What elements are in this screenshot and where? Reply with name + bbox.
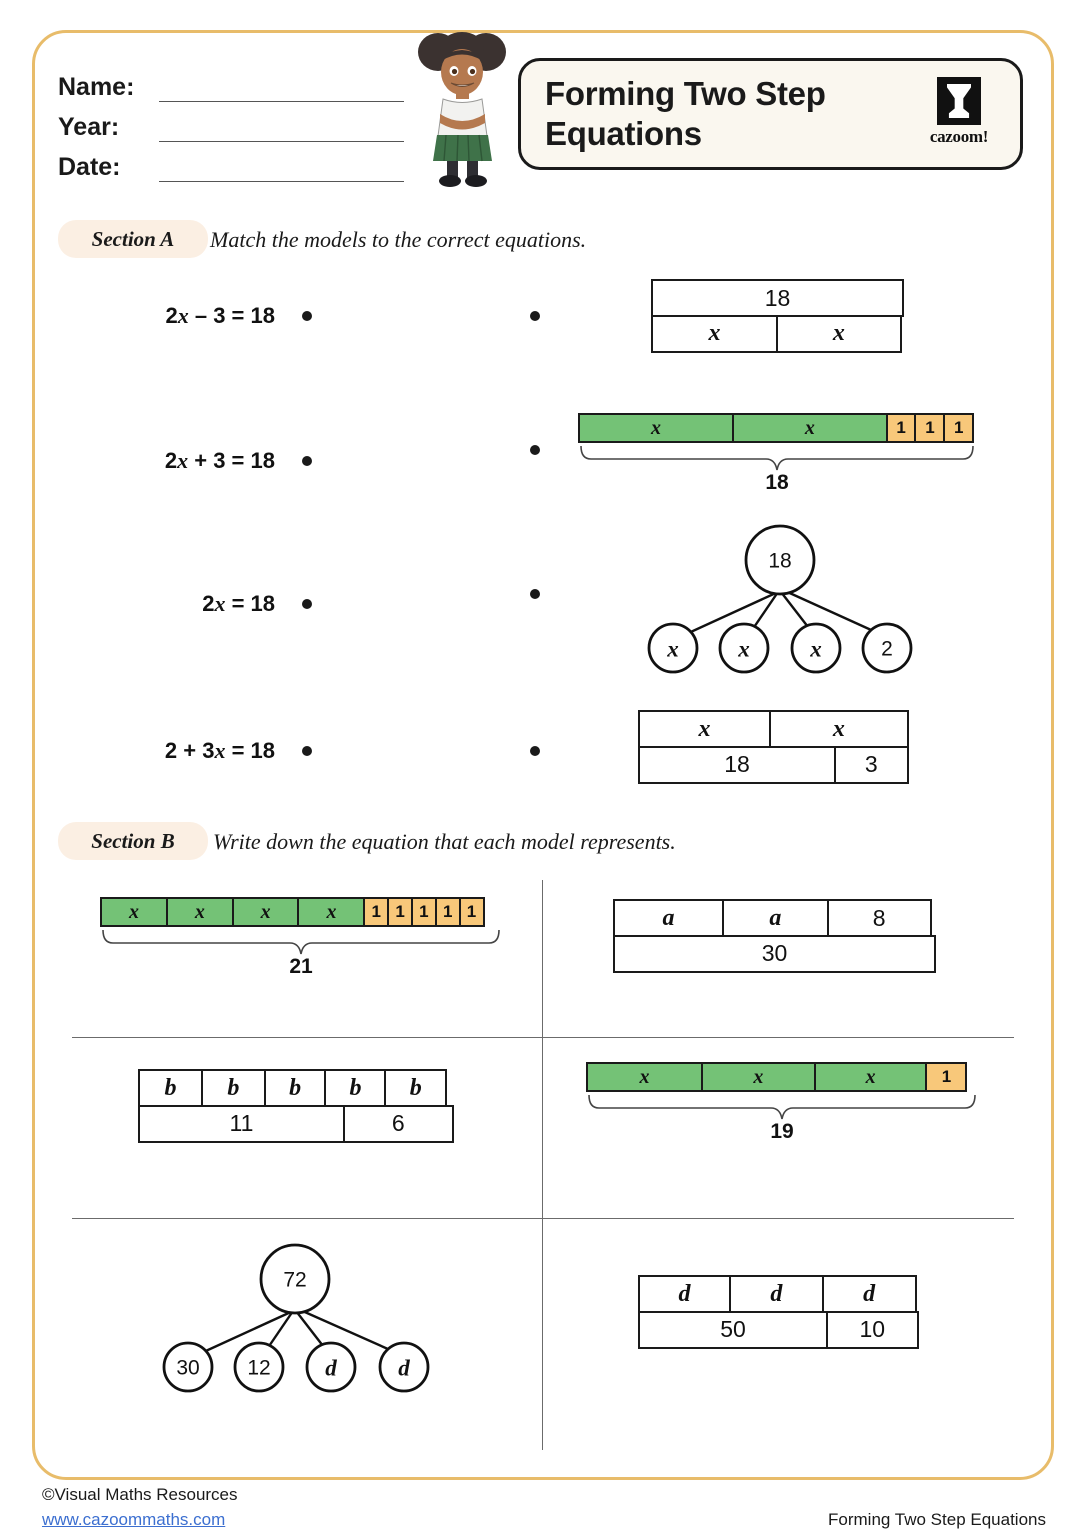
model-a2-cell-unit1: 1 xyxy=(886,413,917,443)
model-b6-cell-50: 50 xyxy=(638,1311,828,1349)
model-b1-cell-unit2: 1 xyxy=(387,897,413,927)
model-b3-row-2 xyxy=(138,1107,452,1143)
model-a2-brace-label: 18 xyxy=(765,471,789,494)
model-a3-child-2: x xyxy=(738,636,750,662)
model-b6-row-1 xyxy=(638,1275,917,1313)
match-dot-equation-4[interactable] xyxy=(302,746,312,756)
equation-4-post: = 18 xyxy=(225,738,275,763)
brace-icon xyxy=(100,927,502,957)
model-b6-row-2 xyxy=(638,1313,917,1349)
model-a2-cells xyxy=(578,413,976,443)
footer-credits xyxy=(42,1483,238,1532)
model-b2-cell-30: 30 xyxy=(613,935,936,973)
match-dot-model-4[interactable] xyxy=(530,746,540,756)
date-field-row xyxy=(58,142,404,182)
year-field-row xyxy=(58,102,404,142)
logo-wordmark: cazoom! xyxy=(929,127,989,146)
match-dot-model-2[interactable] xyxy=(530,445,540,455)
website-link[interactable]: www.cazoommaths.com xyxy=(42,1509,226,1529)
model-b4-cells xyxy=(586,1062,978,1092)
model-a2-cell-x2: x xyxy=(732,413,888,443)
model-b1-cells xyxy=(100,897,502,927)
model-a2-cell-x1: x xyxy=(578,413,734,443)
model-a4-cell-x1: x xyxy=(638,710,771,748)
student-info-fields xyxy=(58,62,404,182)
model-b6-bar xyxy=(638,1275,917,1349)
match-dot-equation-3[interactable] xyxy=(302,599,312,609)
model-b1-cell-unit5: 1 xyxy=(459,897,485,927)
model-b3-cell-b4: b xyxy=(324,1069,386,1107)
equation-4-var: x xyxy=(214,738,226,763)
model-b1-cell-unit3: 1 xyxy=(411,897,437,927)
match-dot-model-3[interactable] xyxy=(530,589,540,599)
model-b1-cell-unit1: 1 xyxy=(363,897,389,927)
hourglass-icon xyxy=(937,77,981,125)
section-a-pill: Section A xyxy=(58,220,208,258)
model-b4-cell-x2: x xyxy=(701,1062,816,1092)
equation-4-pre: 2 + 3 xyxy=(164,738,215,763)
model-b2-bar xyxy=(613,899,934,973)
model-a2-strip xyxy=(578,413,976,493)
equation-2 xyxy=(100,448,275,474)
model-a1-cell-total: 18 xyxy=(651,279,904,317)
name-field-row xyxy=(58,62,404,102)
year-label: Year: xyxy=(58,113,120,141)
model-a1-row-1 xyxy=(651,279,902,317)
section-b-instruction: Write down the equation that each model represents. xyxy=(213,829,676,854)
name-label: Name: xyxy=(58,73,135,101)
model-b5-root-label: 72 xyxy=(283,1268,307,1292)
equation-3 xyxy=(100,591,275,617)
model-b1-cell-unit4: 1 xyxy=(435,897,461,927)
model-b2-cell-8: 8 xyxy=(827,899,932,937)
footer-doc-title: Forming Two Step Equations xyxy=(828,1510,1046,1529)
model-b3-cell-b3: b xyxy=(264,1069,327,1107)
brace-icon xyxy=(578,443,976,473)
equation-2-post: + 3 = 18 xyxy=(188,448,275,473)
model-a2-brace-group xyxy=(578,443,976,493)
model-b1-cell-x1: x xyxy=(100,897,168,927)
model-b3-bar xyxy=(138,1069,452,1143)
section-a-instruction: Match the models to the correct equations. xyxy=(210,227,587,252)
model-b1-brace-label: 21 xyxy=(289,955,313,978)
model-a3-root-label: 18 xyxy=(768,549,792,573)
name-input-line[interactable] xyxy=(159,75,404,102)
page-title: Forming Two Step Equations xyxy=(545,74,826,152)
worksheet-header xyxy=(0,0,1086,205)
worksheet-title-box xyxy=(518,58,1023,170)
model-a1-row-2 xyxy=(651,317,902,353)
model-b4-cell-unit1: 1 xyxy=(925,1062,967,1092)
model-b4-strip xyxy=(586,1062,978,1142)
model-b2-row-2 xyxy=(613,937,934,973)
model-a4-row-1 xyxy=(638,710,907,748)
model-a2-cell-unit3: 1 xyxy=(943,413,974,443)
model-a4-cell-3: 3 xyxy=(834,746,909,784)
model-b3-cell-b1: b xyxy=(138,1069,203,1107)
model-b1-brace-group xyxy=(100,927,502,977)
student-mascot-illustration xyxy=(410,28,515,188)
model-b3-cell-b5: b xyxy=(384,1069,447,1107)
model-a3-child-4: 2 xyxy=(881,637,893,661)
model-b6-cell-d1: d xyxy=(638,1275,731,1313)
year-input-line[interactable] xyxy=(159,115,404,142)
model-b3-cell-b2: b xyxy=(201,1069,266,1107)
equation-1-post: – 3 = 18 xyxy=(188,303,275,328)
model-b2-row-1 xyxy=(613,899,934,937)
model-a4-cell-x2: x xyxy=(769,710,909,748)
model-b3-cell-11: 11 xyxy=(138,1105,345,1143)
equation-2-pre: 2 xyxy=(164,448,178,473)
model-a4-cell-18: 18 xyxy=(638,746,836,784)
match-dot-model-1[interactable] xyxy=(530,311,540,321)
model-a3-child-3: x xyxy=(810,636,822,662)
equation-2-var: x xyxy=(177,448,189,473)
model-b6-cell-10: 10 xyxy=(826,1311,919,1349)
model-b1-cell-x2: x xyxy=(166,897,234,927)
equation-3-post: = 18 xyxy=(225,591,275,616)
equation-3-pre: 2 xyxy=(202,591,215,616)
model-b6-cell-d2: d xyxy=(729,1275,824,1313)
model-b3-cell-6: 6 xyxy=(343,1105,454,1143)
model-a4-row-2 xyxy=(638,748,907,784)
model-a3-child-1: x xyxy=(667,636,679,662)
model-a1-cell-x1: x xyxy=(651,315,778,353)
model-a4-bar xyxy=(638,710,907,784)
model-b5-child-2: 12 xyxy=(247,1356,271,1380)
equation-1 xyxy=(100,303,275,329)
model-b4-cell-x1: x xyxy=(586,1062,703,1092)
date-input-line[interactable] xyxy=(159,155,404,182)
model-a2-cell-unit2: 1 xyxy=(914,413,945,443)
model-b4-brace-group xyxy=(586,1092,978,1142)
copyright-text: ©Visual Maths Resources xyxy=(42,1485,238,1504)
model-b2-cell-a1: a xyxy=(613,899,724,937)
equation-1-pre: 2 xyxy=(165,303,178,328)
section-b-pill: Section B xyxy=(58,822,208,860)
model-b1-strip xyxy=(100,897,502,977)
match-dot-equation-1[interactable] xyxy=(302,311,312,321)
date-label: Date: xyxy=(58,153,121,181)
model-b2-cell-a2: a xyxy=(722,899,829,937)
model-b4-cell-x3: x xyxy=(814,1062,928,1092)
model-b5-child-1: 30 xyxy=(176,1356,200,1380)
brace-icon xyxy=(586,1092,978,1122)
match-dot-equation-2[interactable] xyxy=(302,456,312,466)
divider-vertical xyxy=(542,880,543,1450)
model-b1-cell-x4: x xyxy=(297,897,365,927)
cazoom-logo xyxy=(920,77,998,155)
model-b3-row-1 xyxy=(138,1069,452,1107)
model-b5-child-3: d xyxy=(325,1355,337,1381)
model-b6-cell-d3: d xyxy=(822,1275,917,1313)
equation-3-var: x xyxy=(214,591,226,616)
model-b5-tree xyxy=(155,1243,440,1403)
model-b1-cell-x3: x xyxy=(232,897,300,927)
model-b5-child-4: d xyxy=(398,1355,410,1381)
model-a3-tree xyxy=(640,524,920,684)
model-a1-cell-x2: x xyxy=(776,315,902,353)
equation-4 xyxy=(100,738,275,764)
model-a1-bar xyxy=(651,279,902,353)
model-b4-brace-label: 19 xyxy=(770,1120,794,1143)
equation-1-var: x xyxy=(177,303,189,328)
